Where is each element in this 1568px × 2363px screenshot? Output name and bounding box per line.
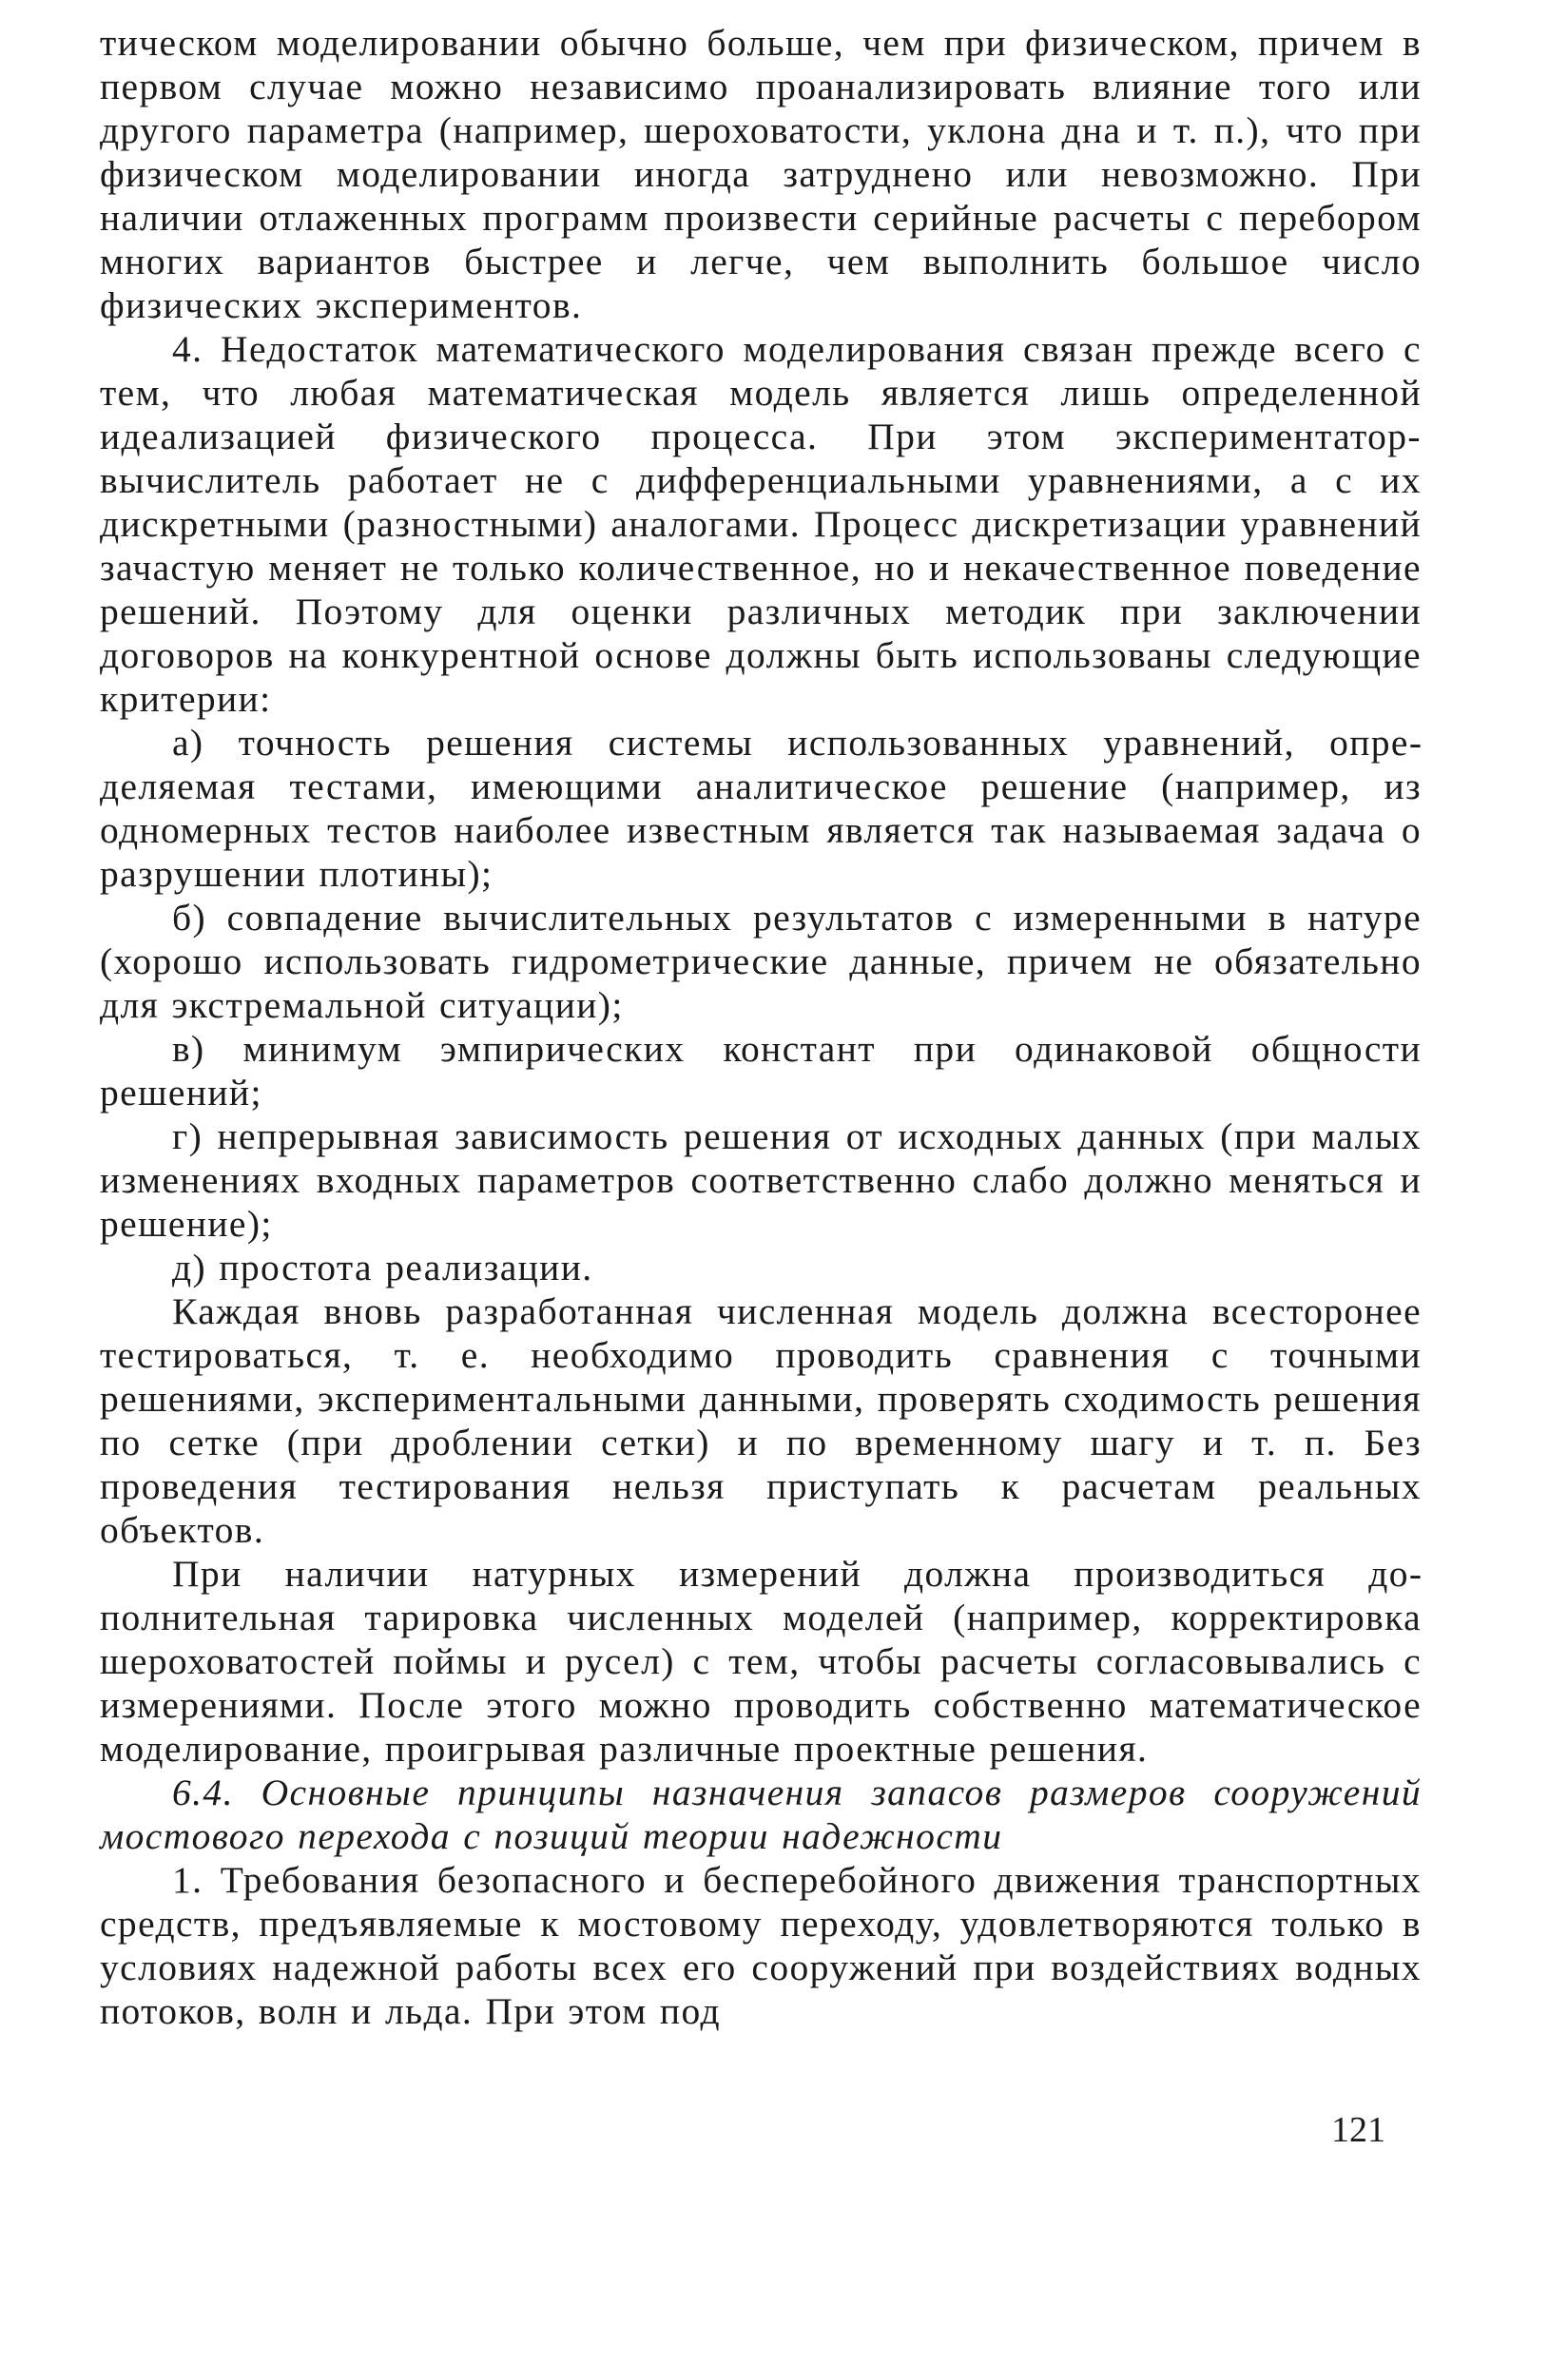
paragraph-4-modeling-drawback: 4. Недостаток математического моделирования связан прежде всего с тем, что любая математическая модель является лишь определенной идеализацией физического процесса. При этом экспериментатор-вычислитель работает не с дифференциальными уравнениями, а с их дискретными (разностными) аналогами. Процесс дискретизации уравнений зачастую меняет не только количественное, но и некачественное поведение решений. Поэтому для оценки различных методик при заключении договоров на конкурентной основе должны быть использованы следующие критерии: bbox=[100, 328, 1422, 720]
page-number: 121 bbox=[1331, 2110, 1385, 2150]
paragraph-calibration: При наличии натурных измерений должна производиться дополнительная тарировка численных моделей (например, корректировка шероховатостей поймы и русел) с тем, чтобы расчеты согласовывались с измерениями. После этого можно проводить собственно математическое моделирование, проигрывая различные проектные решения. bbox=[100, 1553, 1422, 1770]
page-body bbox=[100, 21, 1422, 2033]
criterion-v: в) минимум эмпирических констант при одинаковой общности решений; bbox=[100, 1028, 1422, 1114]
paragraph-testing: Каждая вновь разработанная численная модель должна всесторонее тестироваться, т. е. необходимо проводить сравнения с точными решениями, экспериментальными данными, проверять сходимость решения по сетке (при дроблении сетки) и по временному шагу и т. п. Без проведения тестирования нельзя приступать к расчетам реальных объектов. bbox=[100, 1290, 1422, 1551]
criterion-b: б) совпадение вычислительных результатов с измеренными в натуре (хорошо использовать гидрометрические данные, причем не обязательно для экстремальной ситуации); bbox=[100, 897, 1422, 1026]
criterion-a: а) точность решения системы использованных уравнений, определяемая тестами, имеющими аналитическое решение (например, из одномерных тестов наиболее известным является так называемая задача о разрушении плотины); bbox=[100, 722, 1422, 895]
paragraph-reliability-1: 1. Требования безопасного и бесперебойного движения транспортных средств, предъявляемые к мостовому переходу, удовлетворяются только в условиях надежной работы всех его сооружений при воздействиях водных потоков, волн и льда. При этом под bbox=[100, 1859, 1422, 2032]
criterion-d: д) простота реализации. bbox=[172, 1247, 593, 1288]
criterion-g: г) непрерывная зависимость решения от исходных данных (при малых изменениях входных параметров соответственно слабо должно меняться и решение); bbox=[100, 1115, 1422, 1245]
paragraph-continued: тическом моделировании обычно больше, чем при физическом, причем в первом случае можно независимо проанализировать влияние того или другого параметра (например, шероховатости, уклона дна и т. п.), что при физическом моделировании иногда затруднено или невозможно. При наличии отлаженных программ произвести серийные расчеты с перебором многих вариантов быстрее и легче, чем выполнить большое число физических экспериментов. bbox=[100, 22, 1422, 326]
section-heading: 6.4. Основные принципы назначения запасов размеров сооружений мостового перехода с позиций теории надежности bbox=[100, 1772, 1422, 1857]
